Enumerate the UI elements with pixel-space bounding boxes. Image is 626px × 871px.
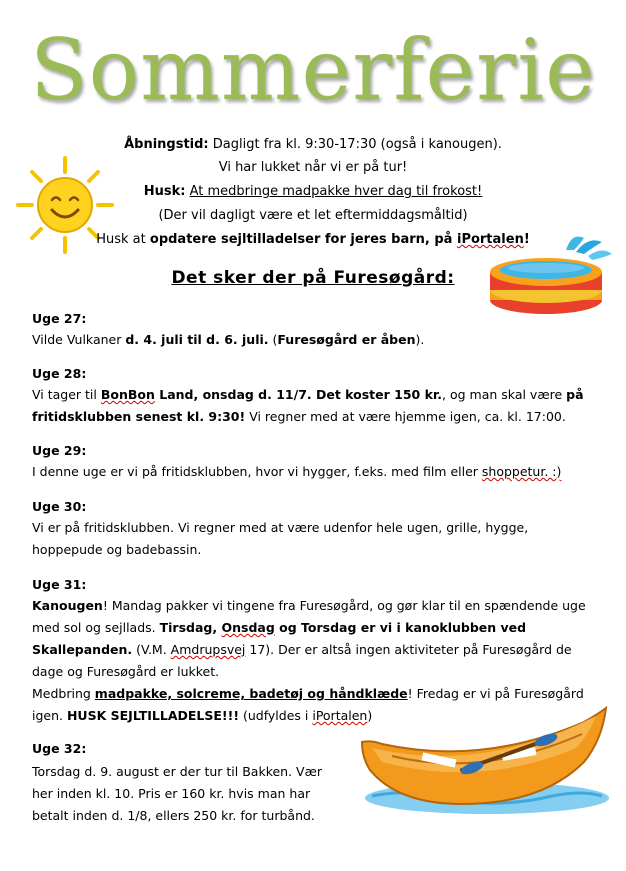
w27-dates: d. 4. juli til d. 6. juli.	[125, 332, 269, 347]
week-32-text	[32, 761, 362, 827]
w30-line2: hoppepude og badebassin.	[32, 542, 202, 557]
w29-b: shoppetur. :)	[481, 464, 562, 479]
w31-l6a: igen.	[32, 708, 67, 723]
w31-l3c: Amdrupsvej	[170, 642, 246, 657]
week-28-heading: Uge 28:	[32, 366, 87, 381]
w32-line3: betalt inden d. 1/8, ellers 250 kr. for turbånd.	[32, 808, 315, 823]
w31-l6b: HUSK SEJLTILLADELSE!!!	[66, 708, 240, 723]
w31-l6c: (udfyldes i	[239, 708, 313, 723]
week-27-text	[32, 329, 592, 351]
w28-d: , og man skal være	[442, 387, 567, 402]
w28-e: på	[566, 387, 584, 402]
w31-l5b: madpakke, solcreme, badetøj og håndklæde	[94, 686, 408, 701]
w27-c: (	[268, 332, 278, 347]
w32-line1: Torsdag d. 9. august er der tur til Bakken. Vær	[32, 764, 323, 779]
w29-a: I denne uge er vi på fritidsklubben, hvor vi hygger, f.eks. med film eller	[32, 464, 482, 479]
w31-kanougen: Kanougen	[32, 598, 103, 613]
w31-l5c: ! Fredag er vi på Furesøgård	[407, 686, 584, 701]
w31-l1b: ! Mandag pakker vi tingene fra Furesøgård, og gør klar til en spændende uge	[102, 598, 586, 613]
opening-hours	[0, 134, 626, 156]
w27-a: Vilde Vulkaner	[32, 332, 126, 347]
week-28-text	[32, 384, 592, 428]
week-32-heading: Uge 32:	[32, 741, 87, 756]
week-27-heading: Uge 27:	[32, 311, 87, 326]
week-31-heading: Uge 31:	[32, 577, 87, 592]
w28-bonbon: BonBon	[100, 387, 155, 402]
w31-l3d: 17). Der er altså ingen aktiviteter på Furesøgård de	[245, 642, 572, 657]
w31-l3a: Skallepanden.	[32, 642, 133, 657]
w32-line2: her inden kl. 10. Pris er 160 kr. hvis man har	[32, 786, 311, 801]
week-29-text	[32, 461, 592, 483]
w31-l2a: med sol og sejllads.	[32, 620, 160, 635]
update-bold: opdatere sejltilladelser for jeres barn, på	[149, 232, 457, 247]
w31-l6e: )	[367, 708, 373, 723]
w30-line1: Vi er på fritidsklubben. Vi regner med at være udenfor hele ugen, grille, hygge,	[32, 520, 529, 535]
closed-notice: Vi har lukket når vi er på tur!	[218, 160, 408, 175]
w31-l3b: (V.M.	[132, 642, 171, 657]
w31-l2b: Tirsdag,	[159, 620, 222, 635]
w27-e: ).	[415, 332, 425, 347]
week-29-heading: Uge 29:	[32, 443, 87, 458]
w28-g: Vi regner med at være hjemme igen, ca. kl. 17:00.	[245, 409, 566, 424]
week-30-heading: Uge 30:	[32, 499, 87, 514]
w28-f: fritidsklubben senest kl. 9:30!	[32, 409, 246, 424]
snack-notice: (Der vil dagligt være et let eftermiddagsmåltid)	[158, 208, 468, 223]
update-pre: Husk at	[96, 232, 150, 247]
w31-l2c: Onsdag	[221, 620, 275, 635]
opening-text: Dagligt fra kl. 9:30-17:30 (også i kanougen).	[212, 137, 502, 152]
w28-a: Vi tager til	[32, 387, 101, 402]
iportalen-link: iPortalen	[456, 232, 524, 247]
w31-l6d: iPortalen	[312, 708, 368, 723]
remember-label: Husk:	[143, 184, 186, 199]
week-30-text	[32, 517, 592, 561]
w27-open: Furesøgård er åben	[277, 332, 416, 347]
canoe-icon	[352, 700, 614, 820]
remember-text: At medbringe madpakke hver dag til frokost!	[189, 184, 483, 199]
update-end: !	[523, 232, 530, 247]
w28-c: Land, onsdag d. 11/7. Det koster 150 kr.	[154, 387, 443, 402]
section-title: Det sker der på Furesøgård:	[171, 268, 455, 288]
opening-label: Åbningstid:	[124, 137, 209, 152]
remember-line	[0, 181, 626, 203]
w31-l5a: Medbring	[32, 686, 95, 701]
w31-l4: dage og Furesøgård er lukket.	[32, 664, 220, 679]
page-title: Sommerferie	[30, 21, 596, 119]
w31-l2d: og Torsdag er vi i kanoklubben ved	[274, 620, 527, 635]
